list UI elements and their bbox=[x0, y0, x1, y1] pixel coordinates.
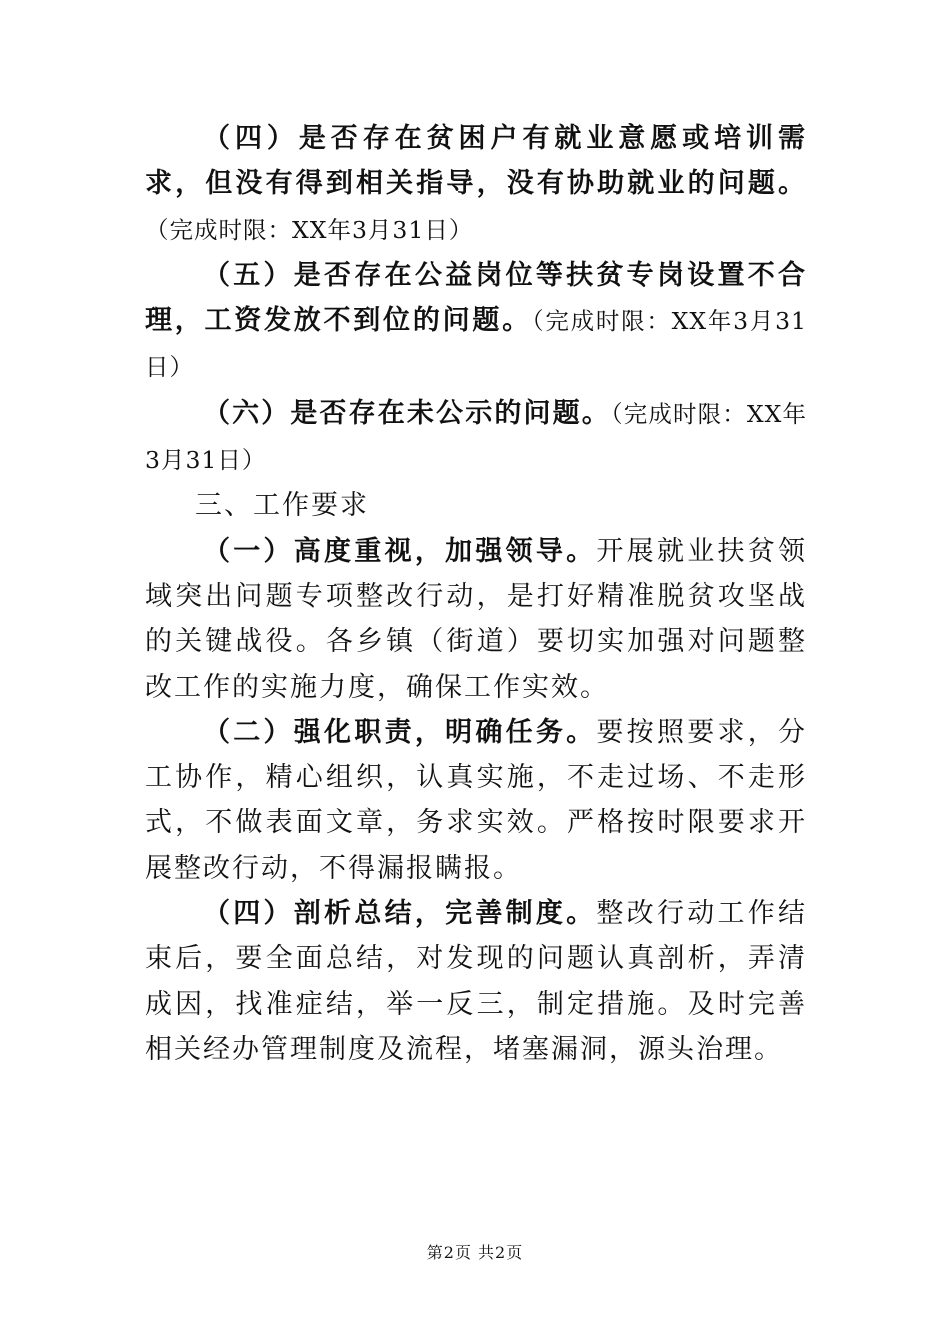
page-number-label: 第2页 共2页 bbox=[426, 1243, 524, 1262]
requirement-1-title: （一）高度重视，加强领导。 bbox=[203, 535, 597, 567]
check-item-6-deadline: （完成时限：XX年3月31日） bbox=[145, 399, 807, 475]
requirement-4-body: 整改行动工作结束后，要全面总结，对发现的问题认真剖析，弄清成因，找准症结，举一反三，制定措施。及时完善相关经办管理制度及流程，堵塞漏洞，源头治理。 bbox=[145, 898, 808, 1065]
requirement-4 bbox=[145, 891, 807, 1072]
check-item-6-text: （六）是否存在未公示的问题。 bbox=[203, 397, 611, 429]
check-item-4 bbox=[145, 116, 807, 253]
requirement-1 bbox=[145, 529, 807, 710]
requirement-4-title: （四）剖析总结，完善制度。 bbox=[203, 898, 597, 930]
check-item-5-text: （五）是否存在公益岗位等扶贫专岗设置不合理，工资发放不到位的问题。 bbox=[145, 259, 807, 337]
requirement-1-body: 开展就业扶贫领域突出问题专项整改行动，是打好精准脱贫攻坚战的关键战役。各乡镇（街道）要切实加强对问题整改工作的实施力度，确保工作实效。 bbox=[145, 535, 808, 703]
check-item-4-deadline: （完成时限：XX年3月31日） bbox=[145, 215, 474, 244]
check-item-6 bbox=[145, 391, 807, 484]
requirement-2 bbox=[145, 710, 807, 891]
check-item-4-text: （四）是否存在贫困户有就业意愿或培训需求，但没有得到相关指导，没有协助就业的问题。 bbox=[145, 123, 807, 200]
check-item-5 bbox=[145, 253, 807, 391]
requirement-2-title: （二）强化职责，明确任务。 bbox=[203, 716, 597, 748]
check-item-5-deadline: （完成时限：XX年3月31日） bbox=[145, 307, 807, 382]
section-heading: 三、工作要求 bbox=[195, 490, 369, 522]
requirement-2-body: 要按照要求，分工协作，精心组织，认真实施，不走过场、不走形式，不做表面文章，务求实效。严格按时限要求开展整改行动，不得漏报瞒报。 bbox=[145, 716, 808, 884]
page-footer bbox=[0, 1240, 950, 1263]
document-body bbox=[145, 116, 807, 1072]
